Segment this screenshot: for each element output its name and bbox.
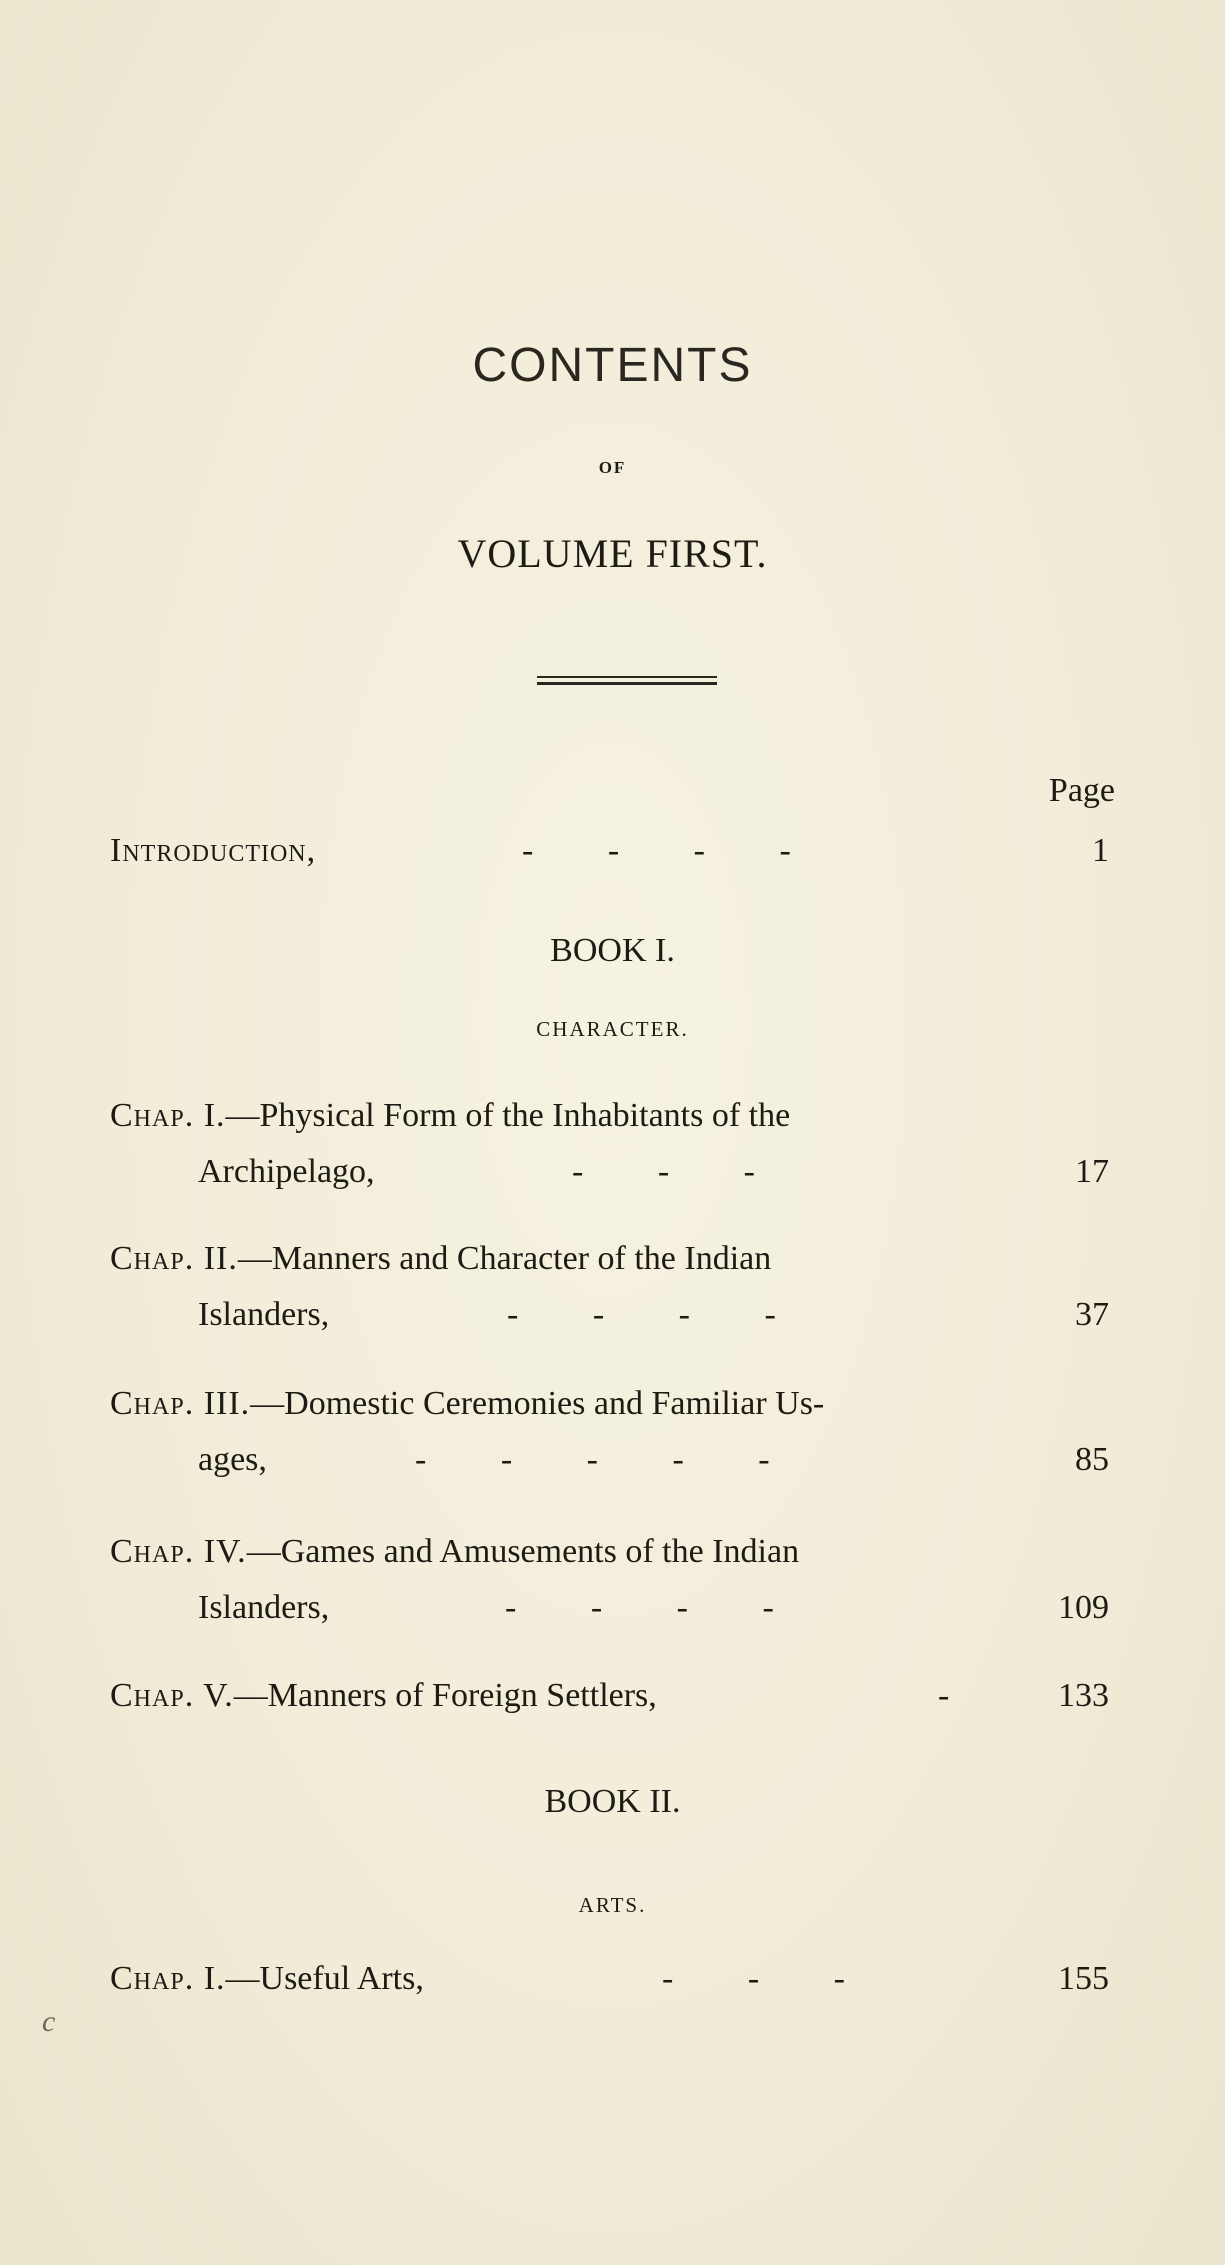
book-1-heading: BOOK I. [550, 932, 675, 969]
chapter-1-2-line1 [110, 1240, 771, 1278]
chapter-1-4-line1 [110, 1533, 799, 1571]
chapter-1-5-line1 [110, 1677, 657, 1715]
chapter-prefix: Chap. I. [110, 1097, 226, 1134]
of-label: OF [598, 458, 627, 477]
chapter-1-3-line2: ages, [198, 1441, 267, 1478]
chapter-1-3-page: 85 [1075, 1441, 1109, 1478]
introduction-label: Introduction, [110, 832, 317, 869]
chapter-1-3-line1 [110, 1385, 824, 1423]
chapter-1-2-line2: Islanders, [198, 1296, 330, 1333]
chapter-1-4-leaders: - - - - [505, 1589, 774, 1626]
chapter-1-1-line1 [110, 1097, 790, 1135]
chapter-title: —Domestic Ceremonies and Familiar Us- [250, 1385, 825, 1422]
chapter-prefix: Chap. I. [110, 1960, 226, 1997]
introduction-page: 1 [1092, 832, 1109, 869]
chapter-2-1-leaders: - - - [662, 1960, 845, 1997]
book-1-subject: CHARACTER. [536, 1017, 689, 1041]
introduction-leaders: - - - - [522, 832, 791, 869]
chapter-title: —Games and Amusements of the Indian [246, 1533, 800, 1570]
page-column-label: Page [1048, 772, 1115, 809]
book-2-heading: BOOK II. [544, 1783, 681, 1820]
chapter-title: —Manners of Foreign Settlers, [233, 1677, 657, 1714]
book-2-subject: ARTS. [578, 1893, 647, 1917]
double-rule [537, 676, 717, 685]
chapter-prefix: Chap. V. [110, 1677, 234, 1714]
chapter-1-1-page: 17 [1075, 1153, 1109, 1190]
chapter-1-2-leaders: - - - - [507, 1296, 776, 1333]
chapter-title: —Physical Form of the Inhabitants of the [225, 1097, 791, 1134]
chapter-1-2-page: 37 [1075, 1296, 1109, 1333]
chapter-1-3-leaders: - - - - - [415, 1441, 770, 1478]
chapter-prefix: Chap. III. [110, 1385, 251, 1422]
chapter-1-5-page: 133 [1058, 1677, 1109, 1714]
chapter-prefix: Chap. IV. [110, 1533, 247, 1570]
chapter-1-5-leaders: - [938, 1677, 950, 1714]
contents-title: CONTENTS [472, 339, 753, 392]
chapter-1-4-line2: Islanders, [198, 1589, 330, 1626]
chapter-title: —Manners and Character of the Indian [237, 1240, 772, 1277]
chapter-1-1-line2: Archipelago, [198, 1153, 375, 1190]
chapter-2-1-page: 155 [1058, 1960, 1109, 1997]
chapter-title: —Useful Arts, [225, 1960, 424, 1997]
margin-ink-mark: c [42, 2005, 56, 2038]
volume-title: VOLUME FIRST. [457, 531, 768, 576]
chapter-1-4-page: 109 [1058, 1589, 1109, 1626]
chapter-2-1-line1 [110, 1960, 424, 1998]
chapter-1-1-leaders: - - - [572, 1153, 755, 1190]
chapter-prefix: Chap. II. [110, 1240, 238, 1277]
